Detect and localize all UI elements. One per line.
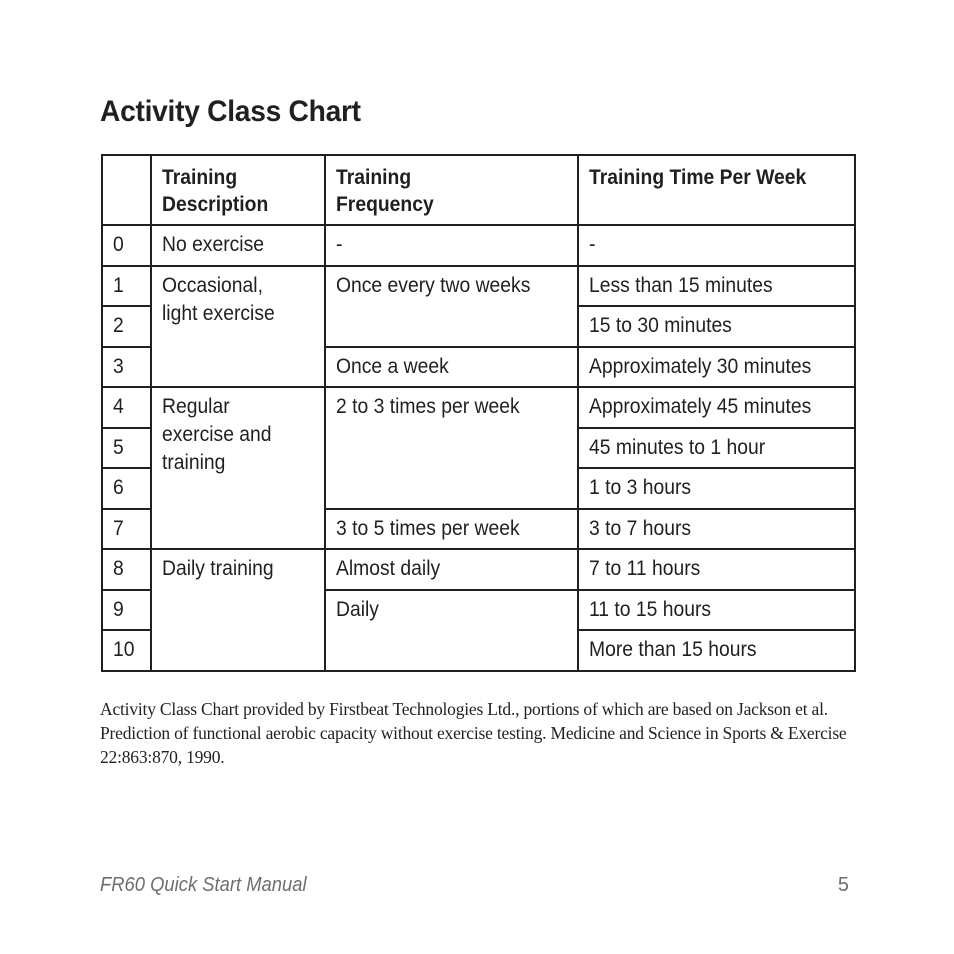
class-cell: 1 xyxy=(102,266,151,307)
class-cell: 5 xyxy=(102,428,151,469)
description-cell: No exercise xyxy=(151,225,325,266)
frequency-cell: Once a week xyxy=(325,347,578,388)
time-cell: 3 to 7 hours xyxy=(578,509,855,550)
page-number: 5 xyxy=(837,874,849,896)
time-cell: Approximately 45 minutes xyxy=(578,387,855,428)
time-cell: 1 to 3 hours xyxy=(578,468,855,509)
table-row xyxy=(102,266,855,307)
time-cell: 11 to 15 hours xyxy=(578,590,855,631)
header-training-frequency: Training Frequency xyxy=(325,155,578,225)
description-cell: Daily training xyxy=(151,549,325,671)
activity-class-table xyxy=(101,154,856,672)
time-cell: Less than 15 minutes xyxy=(578,266,855,307)
page-title: Activity Class Chart xyxy=(100,95,361,128)
time-cell: More than 15 hours xyxy=(578,630,855,671)
frequency-cell: - xyxy=(325,225,578,266)
frequency-cell: 2 to 3 times per week xyxy=(325,387,578,509)
frequency-cell: Once every two weeks xyxy=(325,266,578,347)
header-training-description: Training Description xyxy=(151,155,325,225)
time-cell: - xyxy=(578,225,855,266)
frequency-cell: Almost daily xyxy=(325,549,578,590)
table-row xyxy=(102,387,855,428)
class-cell: 8 xyxy=(102,549,151,590)
class-cell: 0 xyxy=(102,225,151,266)
description-cell: Regular exercise and training xyxy=(151,387,325,549)
class-cell: 6 xyxy=(102,468,151,509)
footer-manual-title: FR60 Quick Start Manual xyxy=(100,874,307,896)
class-cell: 9 xyxy=(102,590,151,631)
table-header-row xyxy=(102,155,855,225)
class-cell: 7 xyxy=(102,509,151,550)
header-training-time: Training Time Per Week xyxy=(578,155,855,225)
footnote: Activity Class Chart provided by Firstbeat Technologies Ltd., portions of which are based on Jackson et al. Prediction of functional aerobic capacity without exercise testing. Medicine and Science in Sports & Exercise 22:863:870, 1990. xyxy=(100,699,847,767)
class-cell: 10 xyxy=(102,630,151,671)
frequency-cell: 3 to 5 times per week xyxy=(325,509,578,550)
table-row xyxy=(102,225,855,266)
time-cell: 7 to 11 hours xyxy=(578,549,855,590)
class-cell: 4 xyxy=(102,387,151,428)
time-cell: 15 to 30 minutes xyxy=(578,306,855,347)
table-row xyxy=(102,549,855,590)
class-cell: 3 xyxy=(102,347,151,388)
frequency-cell: Daily xyxy=(325,590,578,671)
header-class xyxy=(102,155,151,225)
time-cell: 45 minutes to 1 hour xyxy=(578,428,855,469)
class-cell: 2 xyxy=(102,306,151,347)
time-cell: Approximately 30 minutes xyxy=(578,347,855,388)
description-cell: Occasional, light exercise xyxy=(151,266,325,388)
